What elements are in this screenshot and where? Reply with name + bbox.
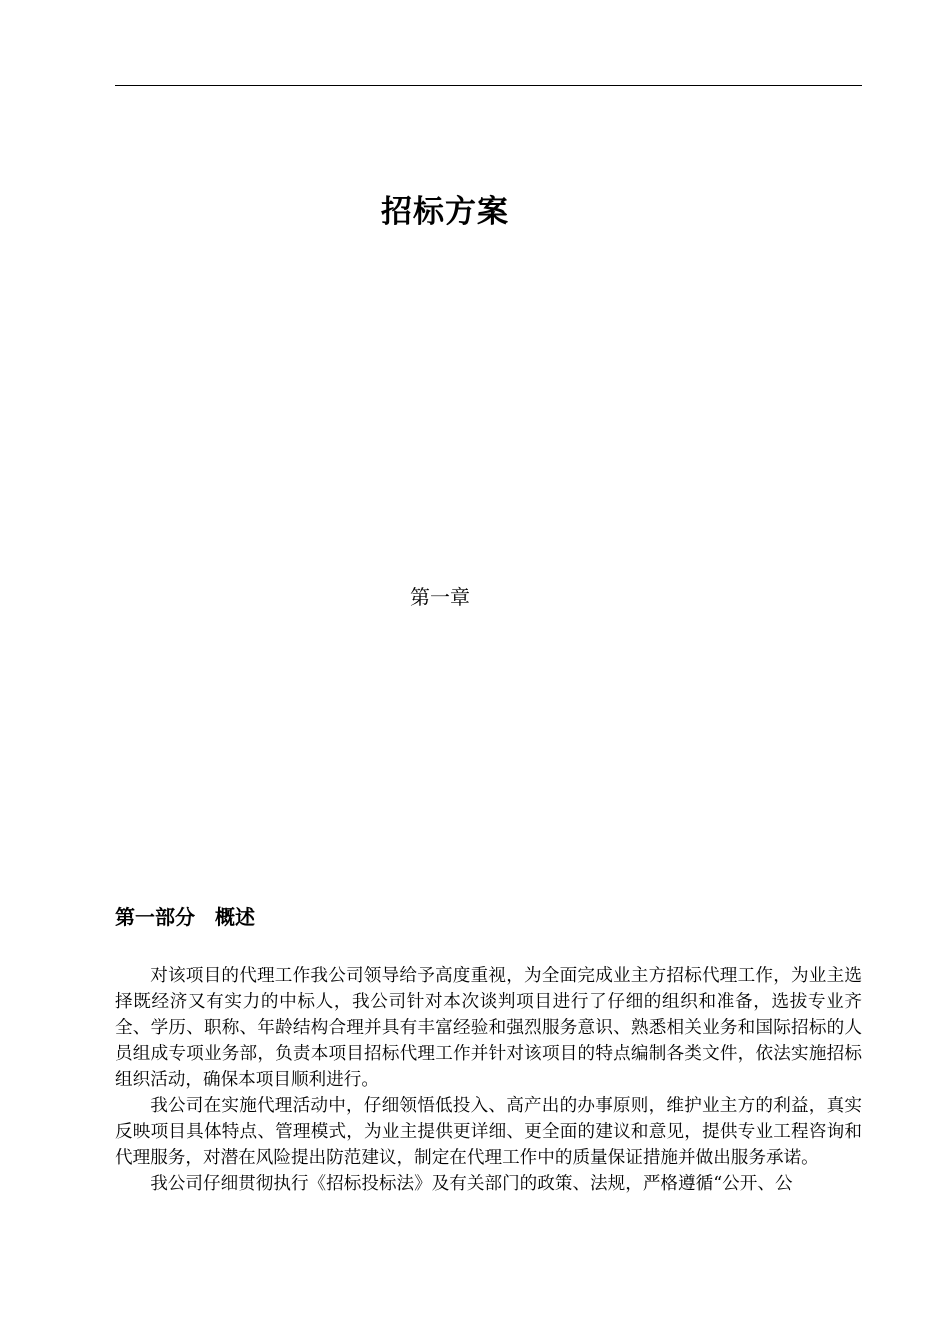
- header-rule: [115, 85, 862, 86]
- paragraph: 我公司在实施代理活动中，仔细领悟低投入、高产出的办事原则，维护业主方的利益，真实反映项目具体特点、管理模式，为业主提供更详细、更全面的建议和意见，提供专业工程咨询和代理服务，对潜在风险提出防范建议，制定在代理工作中的质量保证措施并做出服务承诺。: [115, 1096, 862, 1168]
- paragraph: 我公司仔细贯彻执行《招标投标法》及有关部门的政策、法规，严格遵循“公开、公: [150, 1174, 793, 1194]
- paragraph: 对该项目的代理工作我公司领导给予高度重视，为全面完成业主方招标代理工作，为业主选择既经济又有实力的中标人，我公司针对本次谈判项目进行了仔细的组织和准备，选拔专业齐全、学历、职称、年龄结构合理并具有丰富经验和强烈服务意识、熟悉相关业务和国际招标的人员组成专项业务部，负责本项目招标代理工作并针对该项目的特点编制各类文件，依法实施招标组织活动，确保本项目顺利进行。: [115, 966, 862, 1090]
- section-heading: 第一部分 概述: [115, 905, 255, 929]
- document-title: 招标方案: [381, 194, 509, 230]
- body-text: [115, 963, 862, 1197]
- chapter-heading: 第一章: [410, 585, 470, 609]
